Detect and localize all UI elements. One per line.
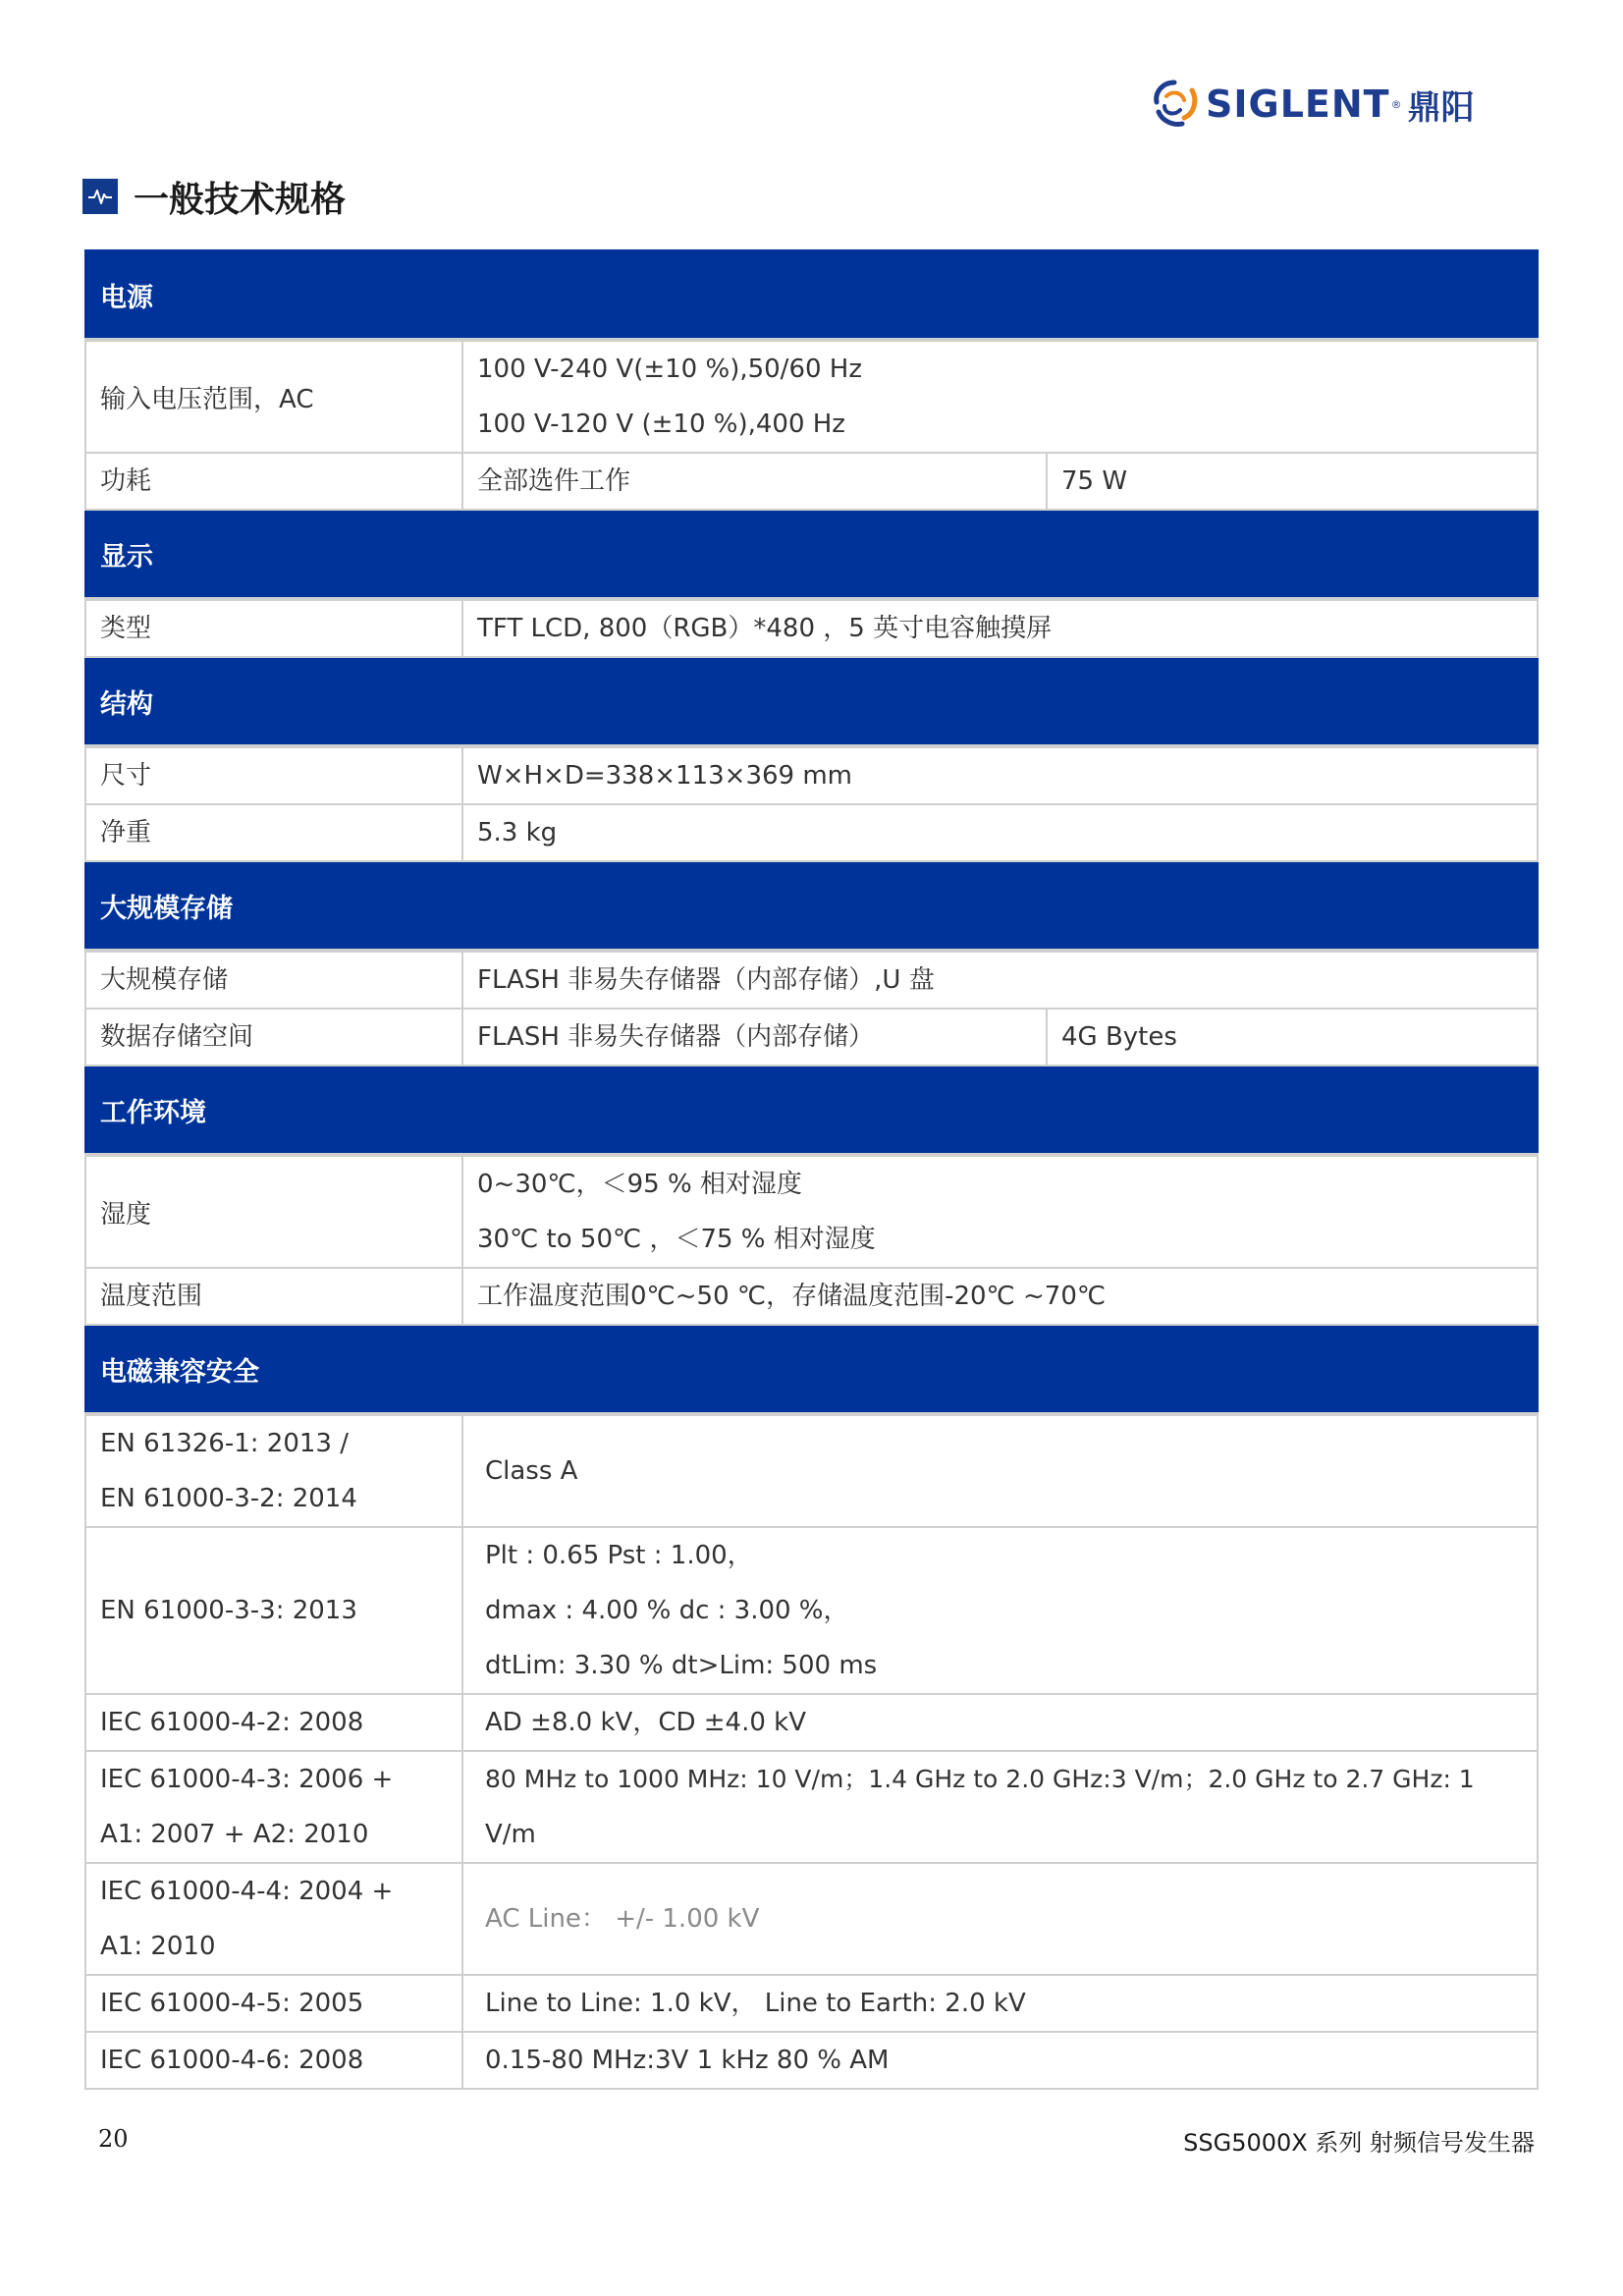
table-row — [85, 746, 1538, 804]
table-row — [85, 1694, 1538, 1751]
table-row — [85, 1268, 1538, 1325]
row-value: AD ±8.0 kV，CD ±4.0 kV — [462, 1694, 1538, 1751]
row-label: 输入电压范围，AC — [85, 340, 462, 453]
table-row — [85, 951, 1538, 1009]
row-label: IEC 61000-4-2: 2008 — [85, 1694, 462, 1751]
registered-mark-icon: ® — [1390, 97, 1402, 111]
table-row — [85, 340, 1538, 453]
row-label: IEC 61000-4-5: 2005 — [85, 1975, 462, 2032]
row-label: EN 61326-1: 2013 / EN 61000-3-2: 2014 — [85, 1414, 462, 1527]
row-value: 100 V-240 V(±10 %),50/60 Hz 100 V-120 V (±10 %),400 Hz — [462, 340, 1538, 453]
siglent-logo — [1147, 75, 1475, 134]
row-value: FLASH 非易失存储器（内部存储） — [462, 1009, 1047, 1066]
row-value: 0~30℃，＜95 % 相对湿度 30℃ to 50℃ ，＜75 % 相对湿度 — [462, 1155, 1538, 1268]
table-row — [85, 1009, 1538, 1066]
table-row — [85, 1975, 1538, 2032]
brand-chinese-name: 鼎阳 — [1407, 87, 1475, 128]
table-row — [85, 1863, 1538, 1975]
row-label: 净重 — [85, 804, 462, 861]
section-header-environment: 工作环境 — [85, 1066, 1538, 1155]
table-row — [85, 804, 1538, 861]
page-heading — [82, 173, 346, 220]
table-row — [85, 1527, 1538, 1694]
spec-table — [84, 249, 1539, 2090]
siglent-swirl-icon — [1147, 77, 1202, 132]
table-row — [85, 453, 1538, 510]
row-label: 大规模存储 — [85, 951, 462, 1009]
row-label: 数据存储空间 — [85, 1009, 462, 1066]
row-label: 尺寸 — [85, 746, 462, 804]
section-header-storage: 大规模存储 — [85, 861, 1538, 951]
row-extra-value: 75 W — [1047, 453, 1538, 510]
row-value: FLASH 非易失存储器（内部存储）,U 盘 — [462, 951, 1538, 1009]
row-label: 功耗 — [85, 453, 462, 510]
table-row — [85, 1751, 1538, 1863]
row-label: 类型 — [85, 599, 462, 657]
row-value: 5.3 kg — [462, 804, 1538, 861]
row-label: IEC 61000-4-4: 2004 + A1: 2010 — [85, 1863, 462, 1975]
row-value: 0.15-80 MHz:3V 1 kHz 80 % AM — [462, 2032, 1538, 2089]
section-header-display: 显示 — [85, 510, 1538, 599]
page-number: 20 — [98, 2125, 129, 2153]
section-header-emc: 电磁兼容安全 — [85, 1325, 1538, 1414]
section-header-structure: 结构 — [85, 657, 1538, 746]
table-row — [85, 599, 1538, 657]
row-value: 工作温度范围0℃~50 ℃，存储温度范围-20℃ ~70℃ — [462, 1268, 1538, 1325]
row-value: 80 MHz to 1000 MHz: 10 V/m；1.4 GHz to 2.0 GHz:3 V/m；2.0 GHz to 2.7 GHz: 1 V/m — [462, 1751, 1538, 1863]
brand-name: SIGLENT — [1206, 82, 1390, 126]
table-row — [85, 2032, 1538, 2089]
row-value: Line to Line: 1.0 kV， Line to Earth: 2.0 kV — [462, 1975, 1538, 2032]
row-extra-value: 4G Bytes — [1047, 1009, 1538, 1066]
waveform-icon — [82, 179, 118, 214]
row-value: Class A — [462, 1414, 1538, 1527]
row-value: AC Line： +/- 1.00 kV — [462, 1863, 1538, 1975]
table-row — [85, 1155, 1538, 1268]
row-label: IEC 61000-4-6: 2008 — [85, 2032, 462, 2089]
page-title: 一般技术规格 — [134, 179, 347, 220]
row-value: TFT LCD, 800（RGB）*480 ，5 英寸电容触摸屏 — [462, 599, 1538, 657]
row-label: EN 61000-3-3: 2013 — [85, 1527, 462, 1694]
row-value: Plt : 0.65 Pst : 1.00， dmax : 4.00 % dc : 3.00 %， dtLim: 3.30 % dt>Lim: 500 ms — [462, 1527, 1538, 1694]
table-row — [85, 1414, 1538, 1527]
document-title: SSG5000X 系列 射频信号发生器 — [1183, 2129, 1535, 2157]
row-label: IEC 61000-4-3: 2006 + A1: 2007 + A2: 2010 — [85, 1751, 462, 1863]
section-header-power: 电源 — [85, 250, 1538, 340]
row-label: 温度范围 — [85, 1268, 462, 1325]
row-value: 全部选件工作 — [462, 453, 1047, 510]
row-label: 湿度 — [85, 1155, 462, 1268]
row-value: W×H×D=338×113×369 mm — [462, 746, 1538, 804]
